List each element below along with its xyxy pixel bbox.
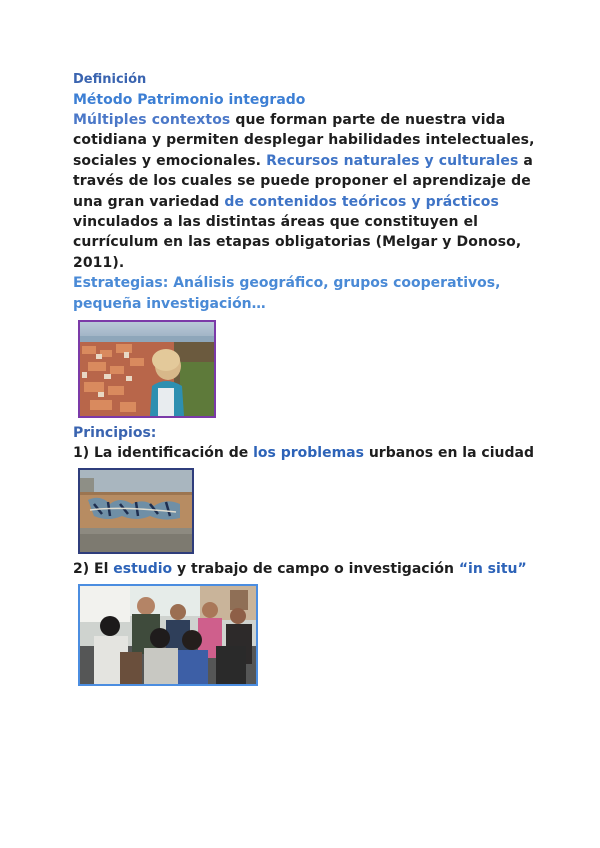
city-view-image: [80, 322, 214, 416]
principio-2-link-estudio: estudio: [113, 561, 173, 578]
fieldwork-group-photo: [78, 584, 258, 686]
graffiti-wall-image: [80, 470, 192, 552]
highlight-contenidos: de contenidos teóricos y prácticos: [224, 193, 499, 210]
document-page: [73, 70, 543, 686]
estrategias-text: Estrategias: Análisis geográfico, grupos cooperativos, pequeña investigación…: [73, 275, 501, 312]
principio-2: [73, 558, 543, 580]
paragraph-text-3: vinculados a las distintas áreas que constituyen el currículum en las etapas obligatorias (Melgar y Donoso, 2011).: [73, 214, 522, 271]
definicion-heading: Definición: [73, 72, 147, 87]
principio-2-text-b: y trabajo de campo o investigación: [172, 561, 459, 578]
highlight-multiples-contextos: Múltiples contextos: [73, 112, 231, 128]
paragraph-text-1: que forman parte de nuestra vida cotidiana y permiten desplegar habilidades intelectuales, sociales y emocionales.: [73, 112, 535, 169]
highlight-recursos: Recursos naturales y culturales: [266, 152, 519, 169]
graffiti-wall-photo: [78, 468, 194, 554]
principio-1-text-b: urbanos en la ciudad: [363, 445, 534, 462]
principio-1-link: los problemas: [253, 445, 364, 462]
principio-1-text-a: 1) La identificación de: [73, 445, 254, 462]
principio-2-link-in-situ: “in situ”: [458, 561, 527, 578]
principio-1: [73, 442, 543, 464]
principio-2-text-a: 2) El: [73, 561, 114, 578]
fieldwork-group-image: [80, 586, 256, 684]
definition-paragraph: [73, 110, 543, 273]
metodo-heading: Método Patrimonio integrado: [73, 92, 306, 108]
city-view-photo: [78, 320, 216, 418]
principios-heading: Principios:: [73, 425, 157, 442]
paragraph-text-2: a través de los cuales se puede proponer el aprendizaje de una gran variedad: [73, 152, 533, 210]
